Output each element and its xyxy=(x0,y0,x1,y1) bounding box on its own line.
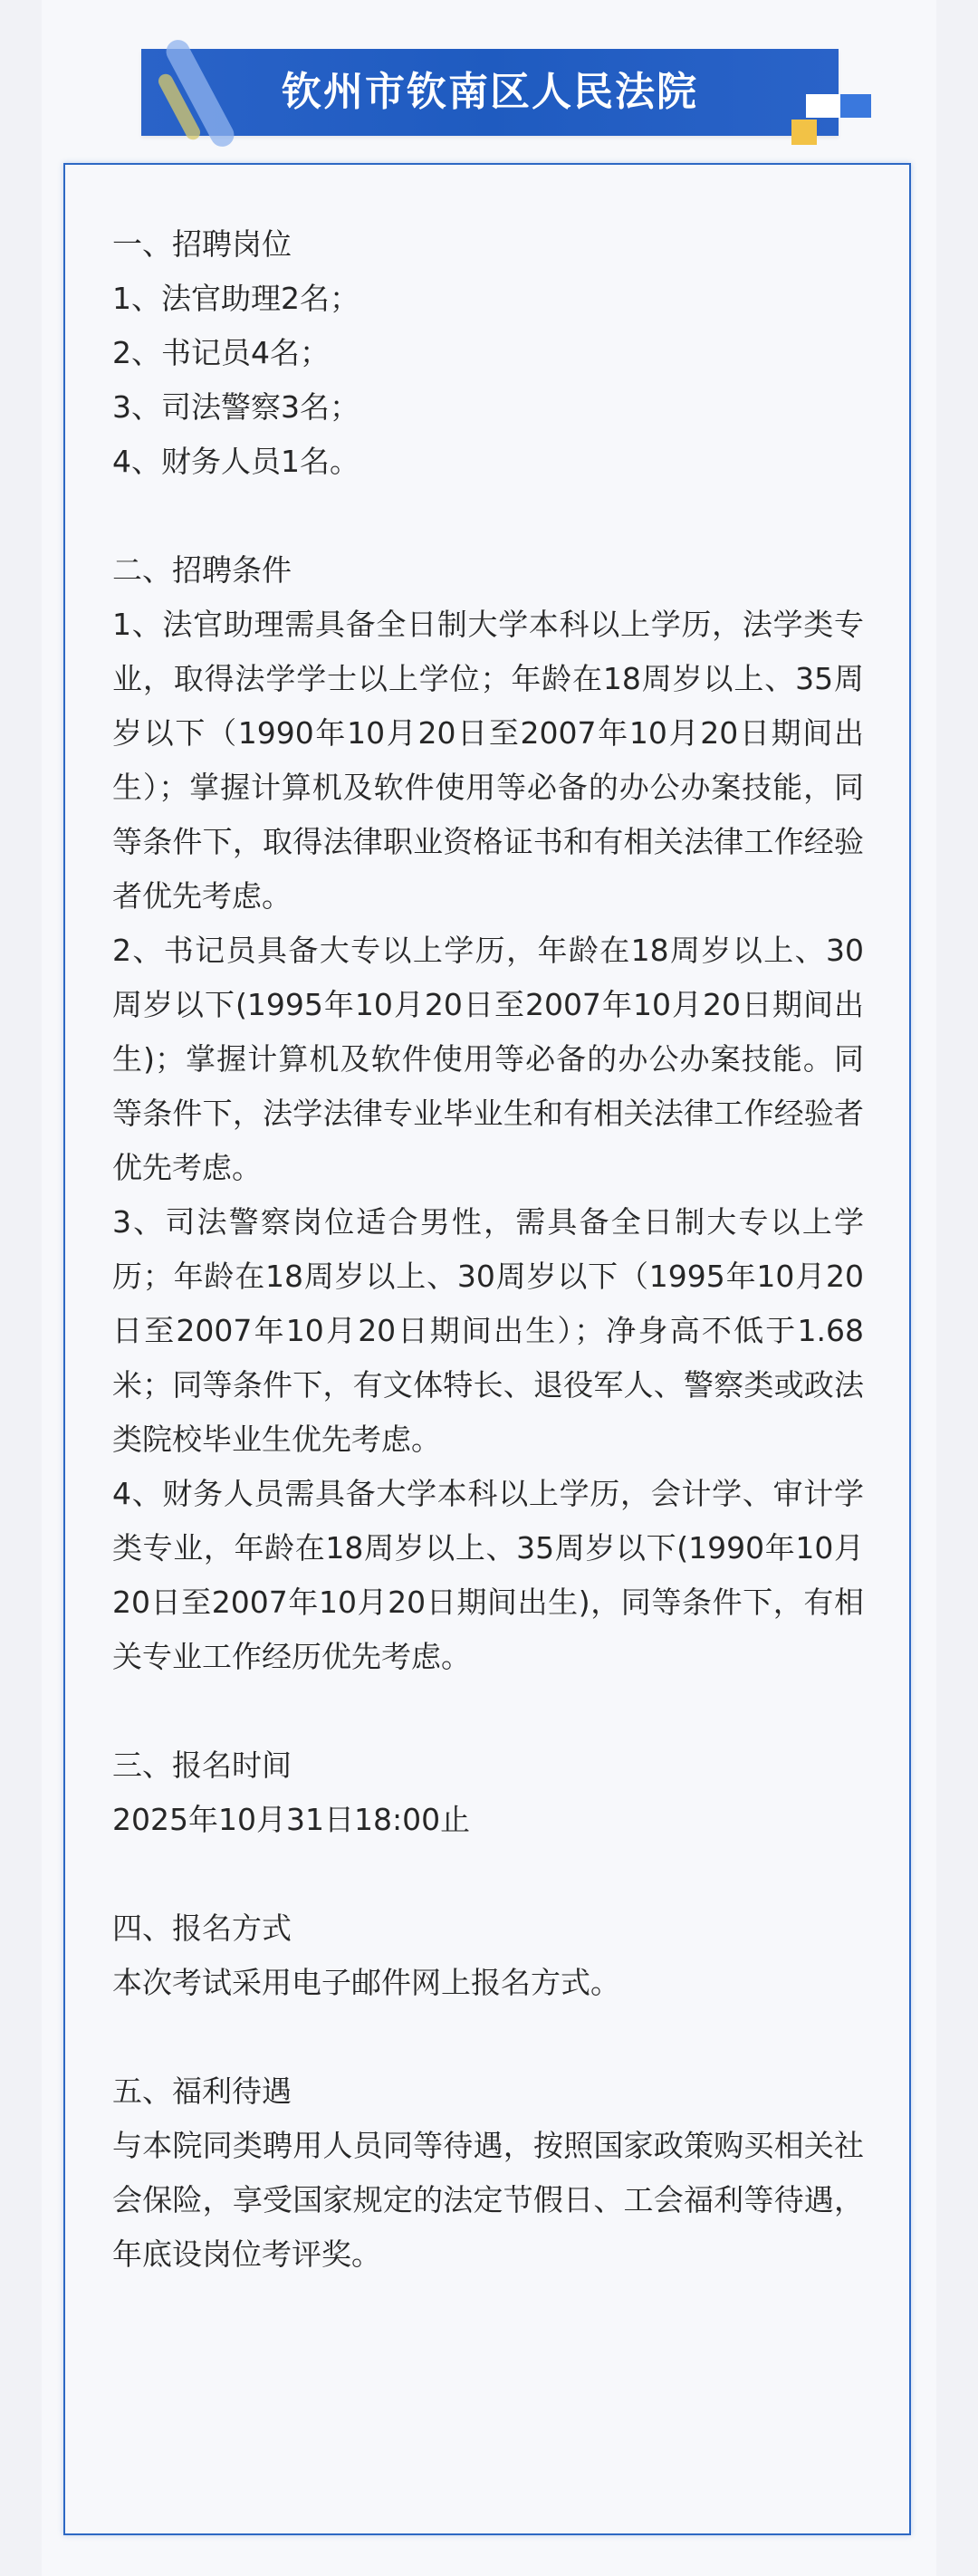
section-requirements xyxy=(112,543,864,1684)
section-heading: 五、福利待遇 xyxy=(112,2073,292,2109)
banner-decoration-square xyxy=(791,120,817,145)
list-item: 2、书记员4名； xyxy=(112,335,330,370)
list-item: 3、司法警察岗位适合男性，需具备全日制大专以上学历；年龄在18周岁以上、30周岁以下（1995年10月20日至2007年10月20日期间出生）；净身高不低于1.68米；同等条件下，有文体特长、退役军人、警察类或政法类院校毕业生优先考虑。 xyxy=(112,1204,864,1457)
page-title: 钦州市钦南区人民法院 xyxy=(282,69,698,115)
list-item: 3、司法警察3名； xyxy=(112,389,360,425)
list-item: 1、法官助理需具备全日制大学本科以上学历，法学类专业，取得法学学士以上学位；年龄在18周岁以上、35周岁以下（1990年10月20日至2007年10月20日期间出生）；掌握计算机及软件使用等必备的办公办案技能，同等条件下，取得法律职业资格证书和有相关法律工作经验者优先考虑。 xyxy=(112,607,864,914)
content-frame xyxy=(63,163,911,2535)
section-registration-method xyxy=(112,1901,864,2010)
section-heading: 三、报名时间 xyxy=(112,1748,292,1783)
list-item: 4、财务人员1名。 xyxy=(112,444,360,479)
list-item: 1、法官助理2名； xyxy=(112,281,360,316)
banner-decoration-square xyxy=(840,94,871,118)
list-item: 4、财务人员需具备大学本科以上学历，会计学、审计学类专业，年龄在18周岁以上、35周岁以下(1990年10月20日至2007年10月20日期间出生)，同等条件下，有相关专业工作经历优先考虑。 xyxy=(112,1476,864,1674)
section-heading: 四、报名方式 xyxy=(112,1910,292,1946)
section-benefits xyxy=(112,2064,864,2282)
article-body xyxy=(112,217,864,2282)
list-item: 2、书记员具备大专以上学历，年龄在18周岁以上、30周岁以下(1995年10月20日至2007年10月20日期间出生)；掌握计算机及软件使用等必备的办公办案技能。同等条件下，法学法律专业毕业生和有相关法律工作经验者优先考虑。 xyxy=(112,933,864,1185)
section-registration-time xyxy=(112,1738,864,1847)
list-item: 与本院同类聘用人员同等待遇，按照国家政策购买相关社会保险，享受国家规定的法定节假日、工会福利等待遇，年底设岗位考评奖。 xyxy=(112,2128,864,2272)
section-heading: 一、招聘岗位 xyxy=(112,226,292,262)
section-heading: 二、招聘条件 xyxy=(112,552,292,588)
list-item: 2025年10月31日18:00止 xyxy=(112,1802,471,1837)
list-item: 本次考试采用电子邮件网上报名方式。 xyxy=(112,1965,620,2000)
banner-decoration-square xyxy=(806,94,840,118)
section-positions xyxy=(112,217,864,489)
